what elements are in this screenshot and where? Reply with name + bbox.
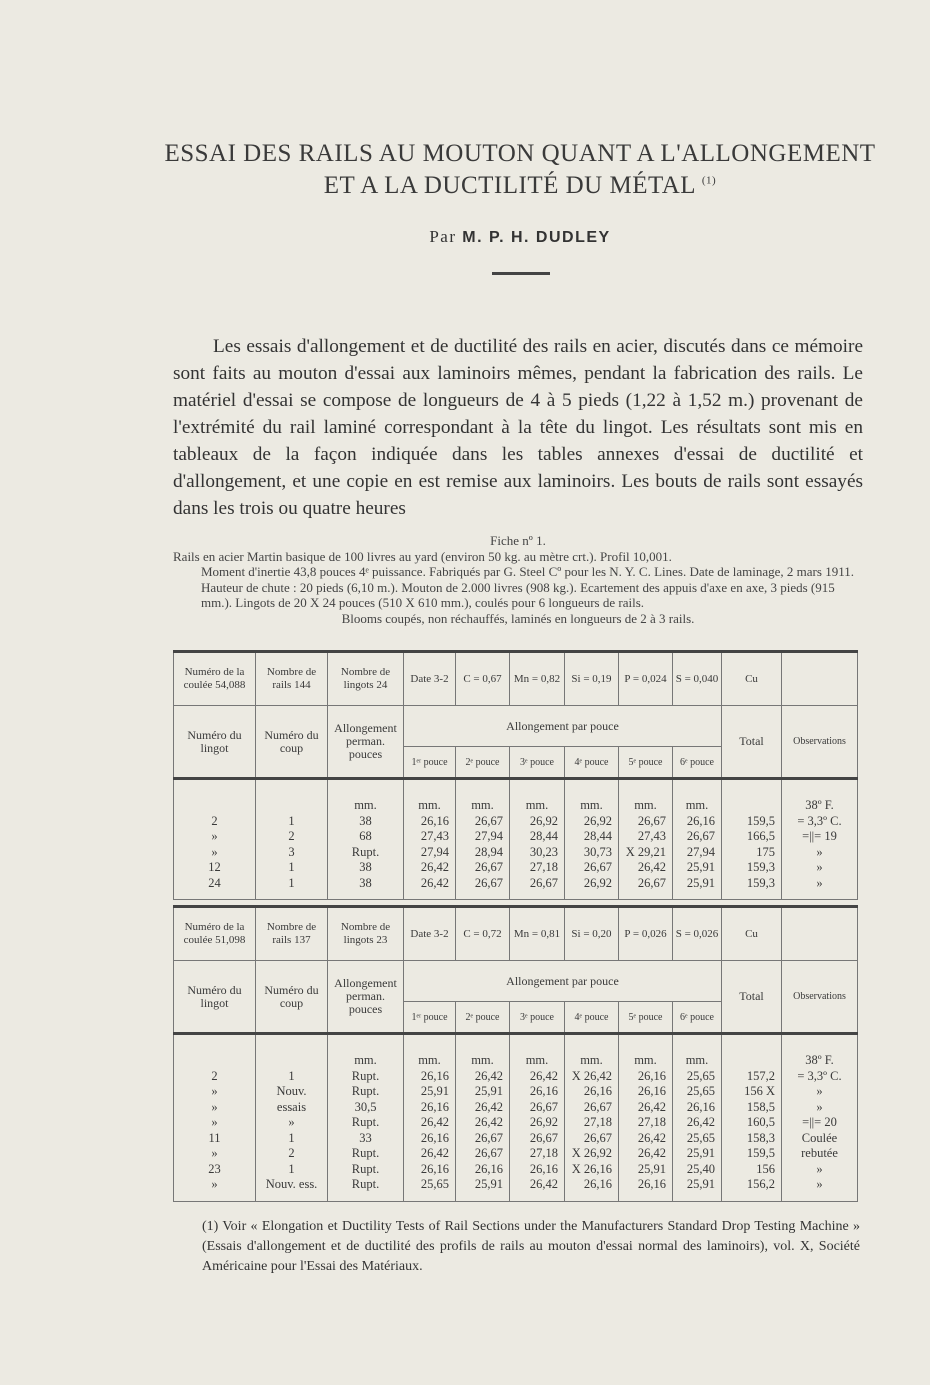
table-cell: 26,16: [673, 814, 722, 830]
header-coup: Numéro du coup: [256, 961, 328, 1034]
table-cell: 26,42: [510, 1177, 565, 1201]
table-cell: 160,5: [722, 1115, 782, 1131]
table-row: [174, 1115, 858, 1131]
table-row: [174, 1162, 858, 1178]
table-cell: 26,42: [404, 876, 456, 900]
author-name: M. P. H. DUDLEY: [462, 229, 611, 246]
table-cell: 26,16: [565, 1084, 619, 1100]
header-row-composition: [174, 907, 858, 961]
unit-cell: [722, 779, 782, 814]
table-cell: »: [782, 876, 858, 900]
table-cell: 159,5: [722, 814, 782, 830]
header-date: Date 3-2: [404, 907, 456, 961]
table-cell: X 26,42: [565, 1069, 619, 1085]
table-cell: 25,91: [456, 1084, 510, 1100]
table-cell: 12: [174, 860, 256, 876]
units-row: [174, 779, 858, 814]
table-cell: 26,16: [456, 1162, 510, 1178]
table-cell: 159,3: [722, 860, 782, 876]
unit-cell: [722, 1034, 782, 1069]
table-cell: 26,42: [619, 860, 673, 876]
table-cell: 25,65: [673, 1069, 722, 1085]
header-coulee: Numéro de la coulée 51,098: [174, 907, 256, 961]
header-pouce-6: 6ᵉ pouce: [673, 1002, 722, 1034]
header-coulee: Numéro de la coulée 54,088: [174, 652, 256, 706]
table-cell: 26,42: [456, 1069, 510, 1085]
table-row: [174, 829, 858, 845]
footnote-marker: (1): [701, 174, 717, 187]
table-cell: 27,43: [619, 829, 673, 845]
table-cell: 25,91: [673, 860, 722, 876]
unit-cell: mm.: [456, 1034, 510, 1069]
header-allongement-par-pouce: Allongement par pouce: [404, 706, 722, 747]
table-cell: = 3,3º C.: [782, 814, 858, 830]
table-cell: essais: [256, 1100, 328, 1116]
header-date: Date 3-2: [404, 652, 456, 706]
header-pouce-1: 1ᵉʳ pouce: [404, 747, 456, 779]
table-cell: 11: [174, 1131, 256, 1147]
header-row-columns: [174, 706, 858, 747]
table-cell: 25,91: [673, 1146, 722, 1162]
header-nb_lingots: Nombre de lingots 23: [328, 907, 404, 961]
header-mn: Mn = 0,81: [510, 907, 565, 961]
header-lingot: Numéro du lingot: [174, 706, 256, 779]
table-cell: 26,67: [456, 876, 510, 900]
table-cell: 26,42: [404, 860, 456, 876]
table-cell: 3: [256, 845, 328, 861]
table-cell: 27,94: [456, 829, 510, 845]
table-cell: 25,91: [673, 1177, 722, 1201]
table-cell: 25,91: [456, 1177, 510, 1201]
unit-cell: mm.: [456, 779, 510, 814]
header-allongement: Allongement perman. pouces: [328, 961, 404, 1034]
table-cell: 25,65: [673, 1131, 722, 1147]
table-cell: =||= 20: [782, 1115, 858, 1131]
header-nb_lingots: Nombre de lingots 24: [328, 652, 404, 706]
table-row: [174, 876, 858, 900]
table-cell: Rupt.: [328, 1162, 404, 1178]
header-pouce-3: 3ᵉ pouce: [510, 747, 565, 779]
table-cell: »: [782, 1162, 858, 1178]
table-cell: 1: [256, 1131, 328, 1147]
table-cell: X 26,92: [565, 1146, 619, 1162]
table-cell: 2: [174, 814, 256, 830]
table-cell: =||= 19: [782, 829, 858, 845]
table-cell: »: [174, 845, 256, 861]
unit-cell: mm.: [565, 1034, 619, 1069]
unit-cell: mm.: [404, 1034, 456, 1069]
fiche-block: [173, 533, 863, 626]
table-cell: 166,5: [722, 829, 782, 845]
table-cell: 26,16: [404, 1162, 456, 1178]
table-cell: »: [782, 860, 858, 876]
table-cell: 26,16: [673, 1100, 722, 1116]
table-cell: 26,67: [456, 1146, 510, 1162]
table-cell: 26,16: [619, 1177, 673, 1201]
header-pouce-2: 2ᵉ pouce: [456, 747, 510, 779]
header-mn: Mn = 0,82: [510, 652, 565, 706]
table-cell: 38: [328, 860, 404, 876]
table-row: [174, 1084, 858, 1100]
drop-test-table: [173, 905, 858, 1202]
header-blank: [782, 907, 858, 961]
table-cell: Rupt.: [328, 1146, 404, 1162]
table-cell: 1: [256, 814, 328, 830]
table-cell: 26,67: [456, 860, 510, 876]
table-cell: 26,42: [619, 1146, 673, 1162]
table-cell: 26,92: [510, 1115, 565, 1131]
table-cell: 26,42: [404, 1146, 456, 1162]
table-cell: 159,5: [722, 1146, 782, 1162]
table-cell: 25,91: [404, 1084, 456, 1100]
table-cell: Rupt.: [328, 845, 404, 861]
table-cell: 26,42: [673, 1115, 722, 1131]
unit-cell: mm.: [565, 779, 619, 814]
table-cell: 28,44: [565, 829, 619, 845]
table-cell: 24: [174, 876, 256, 900]
unit-cell: [256, 1034, 328, 1069]
header-c: C = 0,67: [456, 652, 510, 706]
table-row: [174, 1146, 858, 1162]
table-cell: 68: [328, 829, 404, 845]
table-cell: 159,3: [722, 876, 782, 900]
table-cell: »: [174, 1177, 256, 1201]
table-cell: 156: [722, 1162, 782, 1178]
table-cell: 26,67: [565, 860, 619, 876]
table-cell: 26,16: [404, 814, 456, 830]
header-pouce-2: 2ᵉ pouce: [456, 1002, 510, 1034]
table-cell: Coulée: [782, 1131, 858, 1147]
table-cell: 27,43: [404, 829, 456, 845]
drop-test-table: [173, 650, 858, 900]
unit-cell: 38º F.: [782, 779, 858, 814]
table-cell: 25,91: [619, 1162, 673, 1178]
article-title-line-1: ESSAI DES RAILS AU MOUTON QUANT A L'ALLONGEMENT: [164, 140, 876, 167]
table-cell: 28,44: [510, 829, 565, 845]
table-cell: 26,67: [510, 876, 565, 900]
title-divider: [492, 272, 550, 275]
table-row: [174, 845, 858, 861]
header-cu: Cu: [722, 907, 782, 961]
table-cell: 26,67: [619, 814, 673, 830]
header-total: Total: [722, 706, 782, 779]
table-cell: 1: [256, 1069, 328, 1085]
header-allongement-par-pouce: Allongement par pouce: [404, 961, 722, 1002]
header-row-composition: [174, 652, 858, 706]
table-cell: 156,2: [722, 1177, 782, 1201]
table-cell: 1: [256, 876, 328, 900]
table-cell: Rupt.: [328, 1069, 404, 1085]
table-cell: 175: [722, 845, 782, 861]
table-cell: 26,67: [565, 1131, 619, 1147]
table-cell: 30,23: [510, 845, 565, 861]
table-cell: 38: [328, 814, 404, 830]
table-row: [174, 814, 858, 830]
table-row: [174, 1100, 858, 1116]
table-cell: 2: [256, 1146, 328, 1162]
header-observations: Observations: [782, 961, 858, 1034]
table-cell: 26,16: [510, 1162, 565, 1178]
header-blank: [782, 652, 858, 706]
table-cell: 25,65: [673, 1084, 722, 1100]
units-row: [174, 1034, 858, 1069]
table-cell: 27,94: [673, 845, 722, 861]
table-cell: 26,16: [619, 1084, 673, 1100]
table-cell: 158,5: [722, 1100, 782, 1116]
header-nb_rails: Nombre de rails 137: [256, 907, 328, 961]
header-pouce-4: 4ᵉ pouce: [565, 747, 619, 779]
table-cell: 26,67: [510, 1100, 565, 1116]
table-cell: 26,67: [673, 829, 722, 845]
unit-cell: mm.: [328, 779, 404, 814]
table-row: [174, 1069, 858, 1085]
table-cell: »: [174, 829, 256, 845]
table-cell: 26,42: [510, 1069, 565, 1085]
table-cell: 28,94: [456, 845, 510, 861]
header-lingot: Numéro du lingot: [174, 961, 256, 1034]
table-cell: »: [174, 1084, 256, 1100]
header-total: Total: [722, 961, 782, 1034]
table-cell: Rupt.: [328, 1084, 404, 1100]
header-pouce-1: 1ᵉʳ pouce: [404, 1002, 456, 1034]
table-cell: 26,92: [565, 814, 619, 830]
table-cell: 26,16: [404, 1100, 456, 1116]
unit-cell: [256, 779, 328, 814]
table-cell: 157,2: [722, 1069, 782, 1085]
table-cell: 27,18: [510, 860, 565, 876]
table-cell: »: [782, 845, 858, 861]
table-cell: »: [782, 1084, 858, 1100]
table-cell: 26,42: [404, 1115, 456, 1131]
header-coup: Numéro du coup: [256, 706, 328, 779]
table-cell: 26,92: [510, 814, 565, 830]
header-observations: Observations: [782, 706, 858, 779]
table-cell: = 3,3º C.: [782, 1069, 858, 1085]
header-si: Si = 0,20: [565, 907, 619, 961]
unit-cell: [174, 779, 256, 814]
table-cell: 26,16: [404, 1131, 456, 1147]
header-p: P = 0,024: [619, 652, 673, 706]
unit-cell: [174, 1034, 256, 1069]
header-pouce-5: 5ᵉ pouce: [619, 747, 673, 779]
table-cell: 26,42: [619, 1131, 673, 1147]
table-cell: 30,73: [565, 845, 619, 861]
unit-cell: mm.: [328, 1034, 404, 1069]
table-cell: 26,16: [619, 1069, 673, 1085]
table-cell: 26,42: [456, 1100, 510, 1116]
table-cell: Nouv. ess.: [256, 1177, 328, 1201]
table-cell: 26,67: [565, 1100, 619, 1116]
table-cell: 2: [256, 829, 328, 845]
table-cell: 26,92: [565, 876, 619, 900]
unit-cell: mm.: [510, 1034, 565, 1069]
table-cell: 38: [328, 876, 404, 900]
table-cell: 25,65: [404, 1177, 456, 1201]
intro-paragraph: [173, 333, 863, 522]
header-si: Si = 0,19: [565, 652, 619, 706]
table-cell: 27,94: [404, 845, 456, 861]
table-cell: 27,18: [619, 1115, 673, 1131]
table-row: [174, 860, 858, 876]
table-cell: Rupt.: [328, 1115, 404, 1131]
article-title-line-2: [140, 172, 900, 200]
unit-cell: mm.: [673, 1034, 722, 1069]
fiche-line-2: Moment d'inertie 43,8 pouces 4ᵉ puissance. Fabriqués par G. Steel Cº pour les N. Y. C. Lines. Date de laminage, 2 mars 1911. Hauteur de chute : 20 pieds (6,10 m.). Mouton de 2.000 livres (908 kg.). Ecartement des appuis d'axe en axe, 3 pieds (915 mm.). Lingots de 20 X 24 pouces (510 X 610 mm.), coulés pour 6 longueurs de rails.: [201, 564, 854, 610]
table-cell: »: [174, 1115, 256, 1131]
unit-cell: 38º F.: [782, 1034, 858, 1069]
fiche-line-3: Blooms coupés, non réchauffés, laminés en longueurs de 2 à 3 rails.: [341, 610, 695, 626]
header-nb_rails: Nombre de rails 144: [256, 652, 328, 706]
header-cu: Cu: [722, 652, 782, 706]
table-cell: rebutée: [782, 1146, 858, 1162]
byline-prefix: Par: [429, 227, 457, 246]
fiche-heading: Fiche nº 1.: [490, 533, 546, 548]
table-row: [174, 1177, 858, 1201]
footnote: (1) Voir « Elongation et Ductility Tests of Rail Sections under the Manufacturers Standard Drop Testing Machine » (Essais d'allongement et de ductilité des profils de rails au mouton d'essai normal des laminoirs), vol. X, Société Américaine pour l'Essai des Matériaux.: [202, 1219, 860, 1274]
header-s: S = 0,040: [673, 652, 722, 706]
unit-cell: mm.: [673, 779, 722, 814]
table-cell: »: [174, 1100, 256, 1116]
table-cell: 26,67: [619, 876, 673, 900]
table-cell: Rupt.: [328, 1177, 404, 1201]
header-p: P = 0,026: [619, 907, 673, 961]
header-s: S = 0,026: [673, 907, 722, 961]
table-cell: 1: [256, 1162, 328, 1178]
fiche-line-1: Rails en acier Martin basique de 100 livres au yard (environ 50 kg. au mètre crt.). Profil 10,001.: [173, 548, 672, 564]
table-cell: 26,67: [510, 1131, 565, 1147]
header-pouce-5: 5ᵉ pouce: [619, 1002, 673, 1034]
table-cell: 1: [256, 860, 328, 876]
unit-cell: mm.: [619, 1034, 673, 1069]
table-cell: 25,91: [673, 876, 722, 900]
table-row: [174, 1131, 858, 1147]
table-cell: 26,16: [565, 1177, 619, 1201]
table-cell: 23: [174, 1162, 256, 1178]
table-cell: 27,18: [565, 1115, 619, 1131]
header-pouce-4: 4ᵉ pouce: [565, 1002, 619, 1034]
table-cell: »: [256, 1115, 328, 1131]
table-cell: »: [174, 1146, 256, 1162]
table-cell: 26,42: [456, 1115, 510, 1131]
intro-text: Les essais d'allongement et de ductilité des rails en acier, discutés dans ce mémoire sont faits au mouton d'essai aux laminoirs mêmes, pendant la fabrication des rails. Le matériel d'essai se compose de longueurs de 4 à 5 pieds (1,22 à 1,52 m.) provenant de l'extrémité du rail laminé correspondant à la tête du lingot. Les résultats sont mis en tableaux de la façon indiquée dans les tables annexes d'essai de ductilité et d'allongement, et une copie en est remise aux laminoirs. Les bouts de rails sont essayés dans les trois ou quatre heures: [173, 336, 863, 519]
header-row-columns: [174, 961, 858, 1002]
article-title-text: ET A LA DUCTILITÉ DU MÉTAL: [323, 172, 696, 199]
table-cell: 26,16: [510, 1084, 565, 1100]
table-cell: 26,67: [456, 1131, 510, 1147]
table-cell: 33: [328, 1131, 404, 1147]
table-cell: 2: [174, 1069, 256, 1085]
table-cell: 156 X: [722, 1084, 782, 1100]
table-cell: »: [782, 1177, 858, 1201]
unit-cell: mm.: [510, 779, 565, 814]
unit-cell: mm.: [404, 779, 456, 814]
header-pouce-3: 3ᵉ pouce: [510, 1002, 565, 1034]
table-cell: 26,67: [456, 814, 510, 830]
unit-cell: mm.: [619, 779, 673, 814]
table-cell: Nouv.: [256, 1084, 328, 1100]
table-cell: 25,40: [673, 1162, 722, 1178]
table-cell: 26,16: [404, 1069, 456, 1085]
table-cell: 26,42: [619, 1100, 673, 1116]
table-cell: X 26,16: [565, 1162, 619, 1178]
table-cell: »: [782, 1100, 858, 1116]
table-cell: 30,5: [328, 1100, 404, 1116]
byline: [140, 227, 900, 247]
table-cell: 158,3: [722, 1131, 782, 1147]
header-allongement: Allongement perman. pouces: [328, 706, 404, 779]
header-pouce-6: 6ᵉ pouce: [673, 747, 722, 779]
table-cell: 27,18: [510, 1146, 565, 1162]
table-cell: X 29,21: [619, 845, 673, 861]
header-c: C = 0,72: [456, 907, 510, 961]
